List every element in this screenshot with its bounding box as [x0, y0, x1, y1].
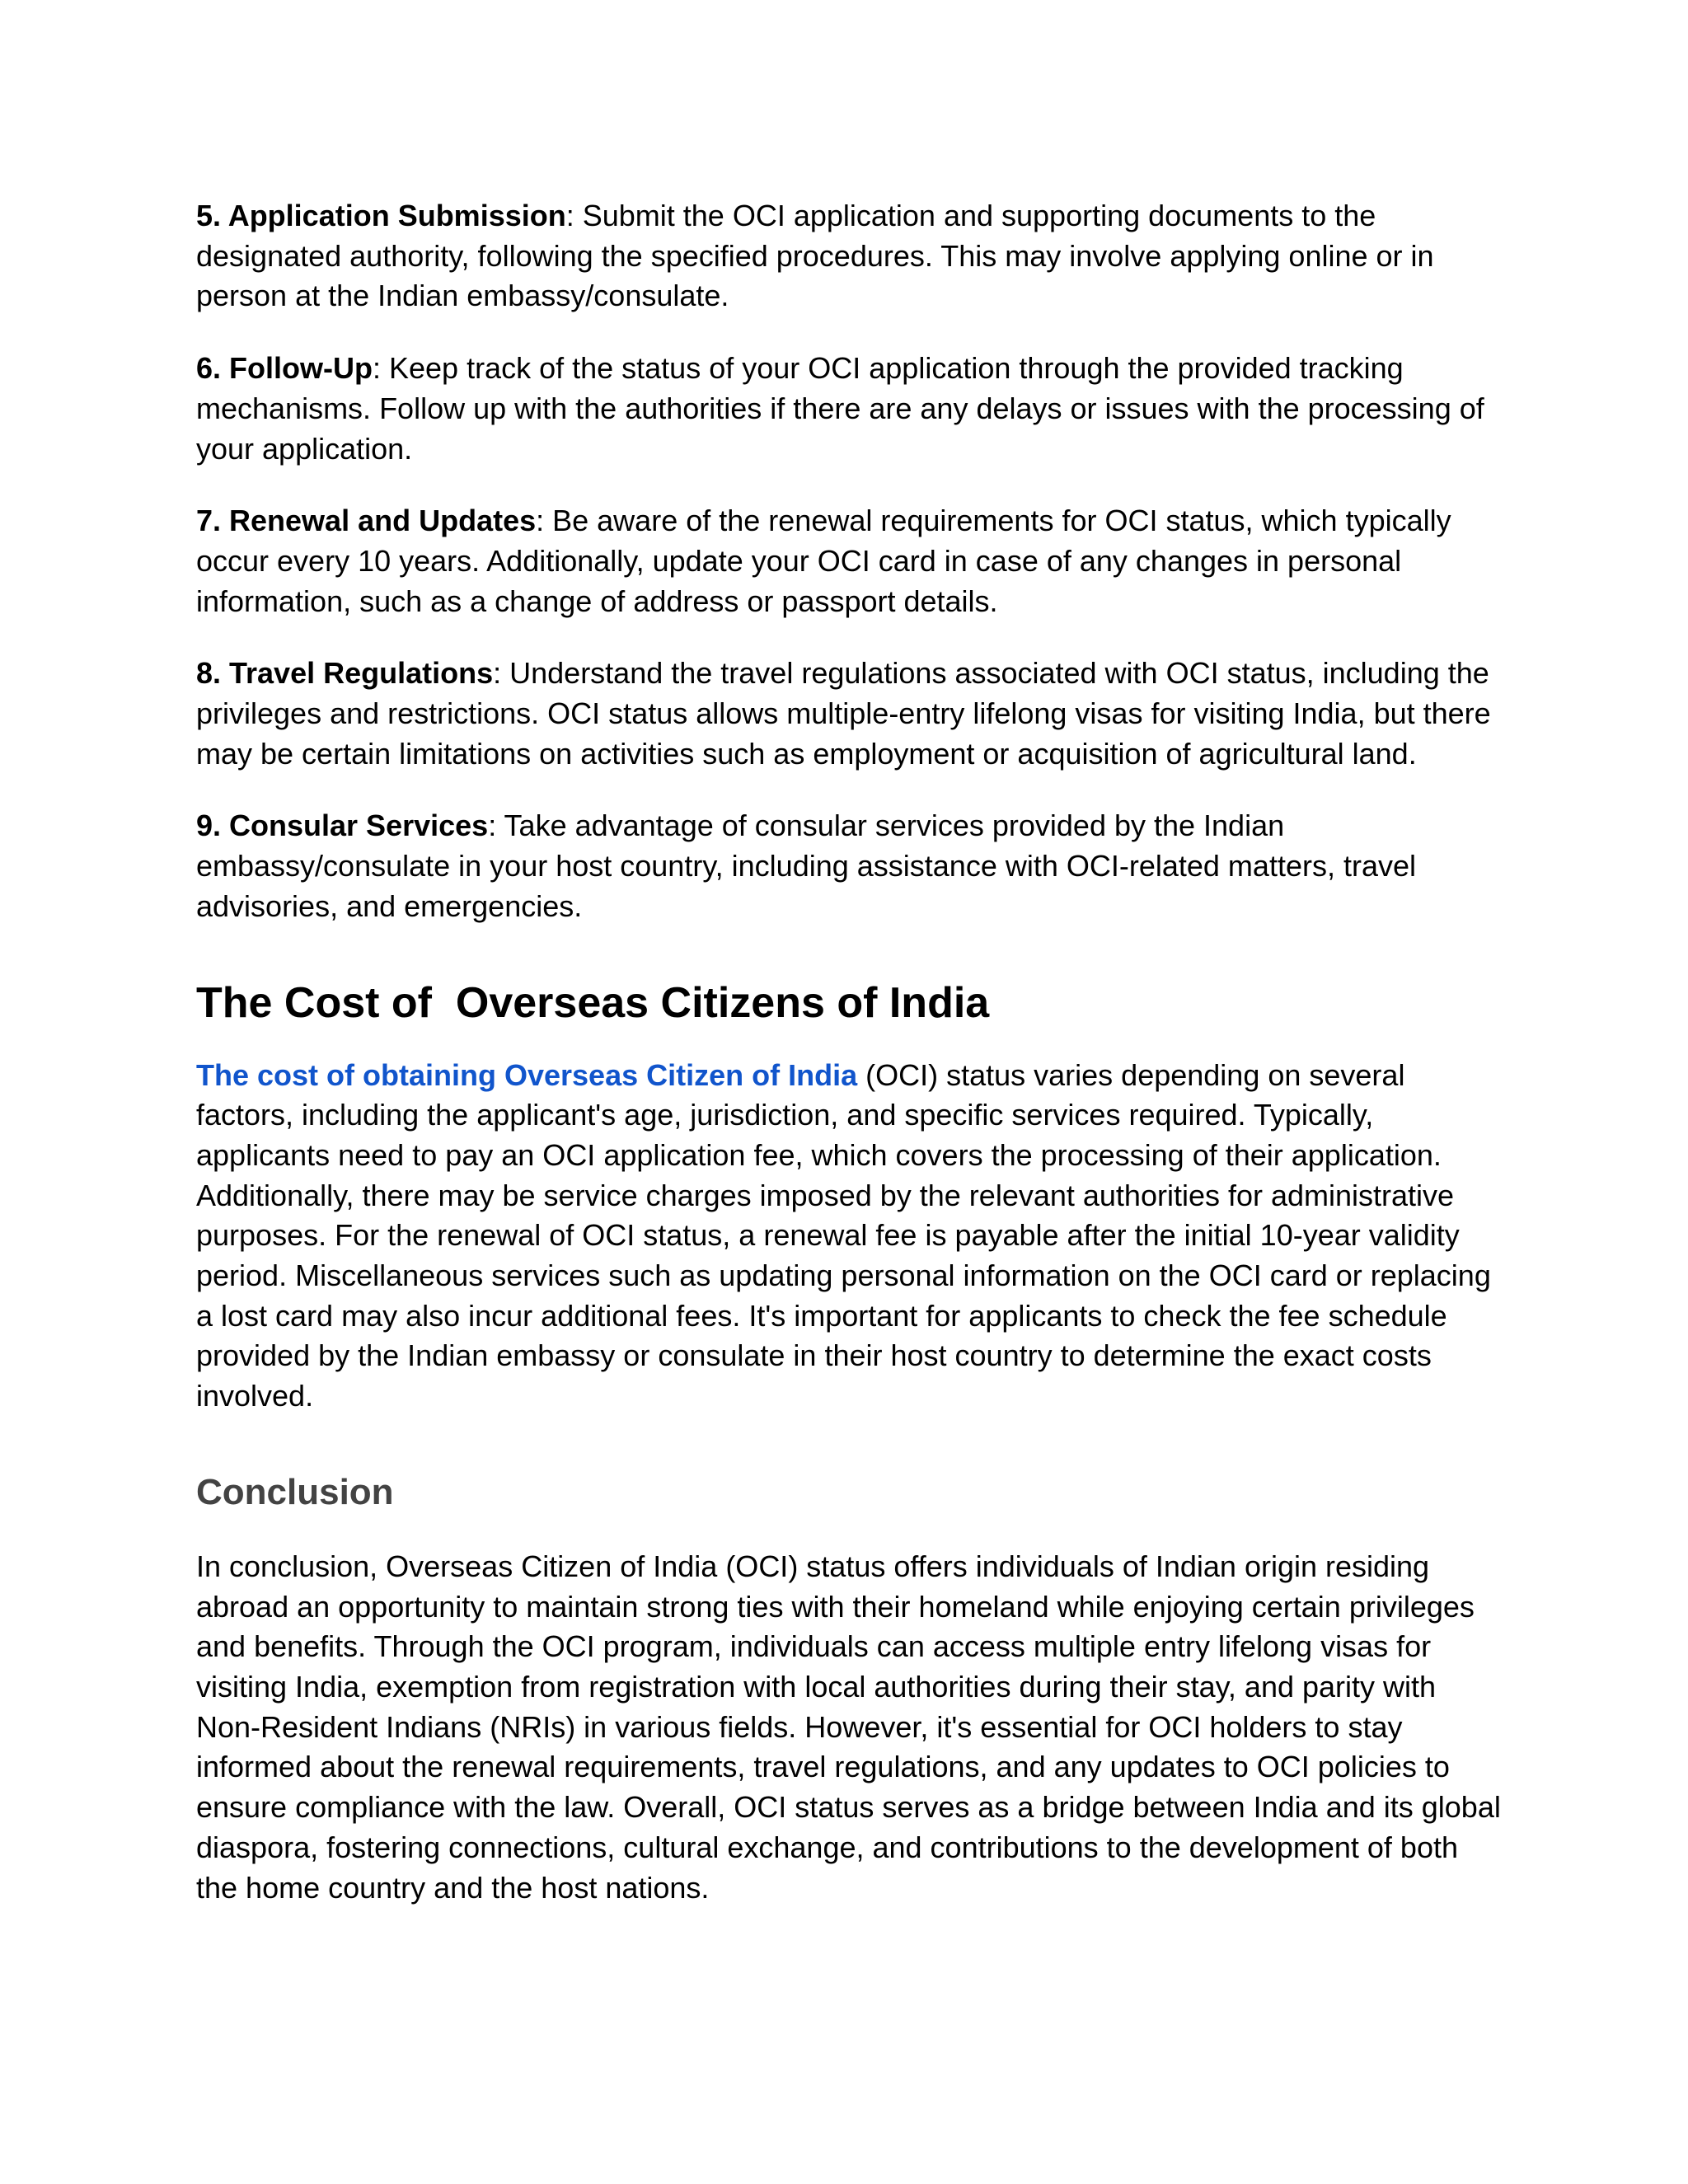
step-text: : Understand the travel regulations associated with OCI status, including the privileges and restrictions. OCI status allows multiple-entry lifelong visas for visiting India, but there may be certain limitations on activities such as employment or acquisition of agricultural land. [196, 656, 1491, 771]
step-term: 7. Renewal and Updates [196, 504, 537, 538]
step-term: 8. Travel Regulations [196, 656, 494, 691]
conclusion-heading: Conclusion [196, 1471, 394, 1512]
cost-section-paragraph [196, 1056, 1507, 1417]
step-text: : Submit the OCI application and supporting documents to the designated authority, following the specified procedures. This may involve applying online or in person at the Indian embassy/consulate. [196, 199, 1434, 313]
step-application-submission [196, 196, 1507, 316]
step-text: : Be aware of the renewal requirements for OCI status, which typically occur every 10 years. Additionally, update your OCI card in case of any changes in personal information, such as a change of address or passport details. [196, 504, 1451, 618]
step-travel-regulations [196, 654, 1507, 774]
cost-section-body: (OCI) status varies depending on several factors, including the applicant's age, jurisdiction, and specific services required. Typically, applicants need to pay an OCI application fee, which covers the processing of their application. Additionally, there may be service charges imposed by the relevant authorities for administrative purposes. For the renewal of OCI status, a renewal fee is payable after the initial 10-year validity period. Miscellaneous services such as updating personal information on the OCI card or replacing a lost card may also incur additional fees. It's important for applicants to check the fee schedule provided by the Indian embassy or consulate in their host country to determine the exact costs involved. [196, 1057, 1491, 1413]
step-text: : Take advantage of consular services provided by the Indian embassy/consulate in your host country, including assistance with OCI-related matters, travel advisories, and emergencies. [196, 808, 1416, 923]
document-page [196, 196, 1507, 1908]
step-text: : Keep track of the status of your OCI application through the provided tracking mechanisms. Follow up with the authorities if there are any delays or issues with the processing of your application. [196, 351, 1484, 466]
step-renewal-and-updates [196, 501, 1507, 621]
step-follow-up [196, 349, 1507, 469]
step-term: 5. Application Submission [196, 199, 566, 232]
conclusion-paragraph: In conclusion, Overseas Citizen of India (OCI) status offers individuals of Indian origin residing abroad an opportunity to maintain strong ties with their homeland while enjoying certain privileges and benefits. Through the OCI program, individuals can access multiple entry lifelong visas for visiting India, exemption from registration with local authorities during their stay, and parity with Non-Resident Indians (NRIs) in various fields. However, it's essential for OCI holders to stay informed about the renewal requirements, travel regulations, and any updates to OCI policies to ensure compliance with the law. Overall, OCI status serves as a bridge between India and its global diaspora, fostering connections, cultural exchange, and contributions to the development of both the home country and the host nations. [196, 1549, 1501, 1905]
cost-link[interactable]: The cost of obtaining Overseas Citizen of India [196, 1057, 858, 1092]
step-consular-services [196, 806, 1507, 926]
step-term: 9. Consular Services [196, 808, 489, 843]
step-term: 6. Follow-Up [196, 351, 373, 386]
cost-section-heading: The Cost of Overseas Citizens of India [196, 978, 990, 1027]
